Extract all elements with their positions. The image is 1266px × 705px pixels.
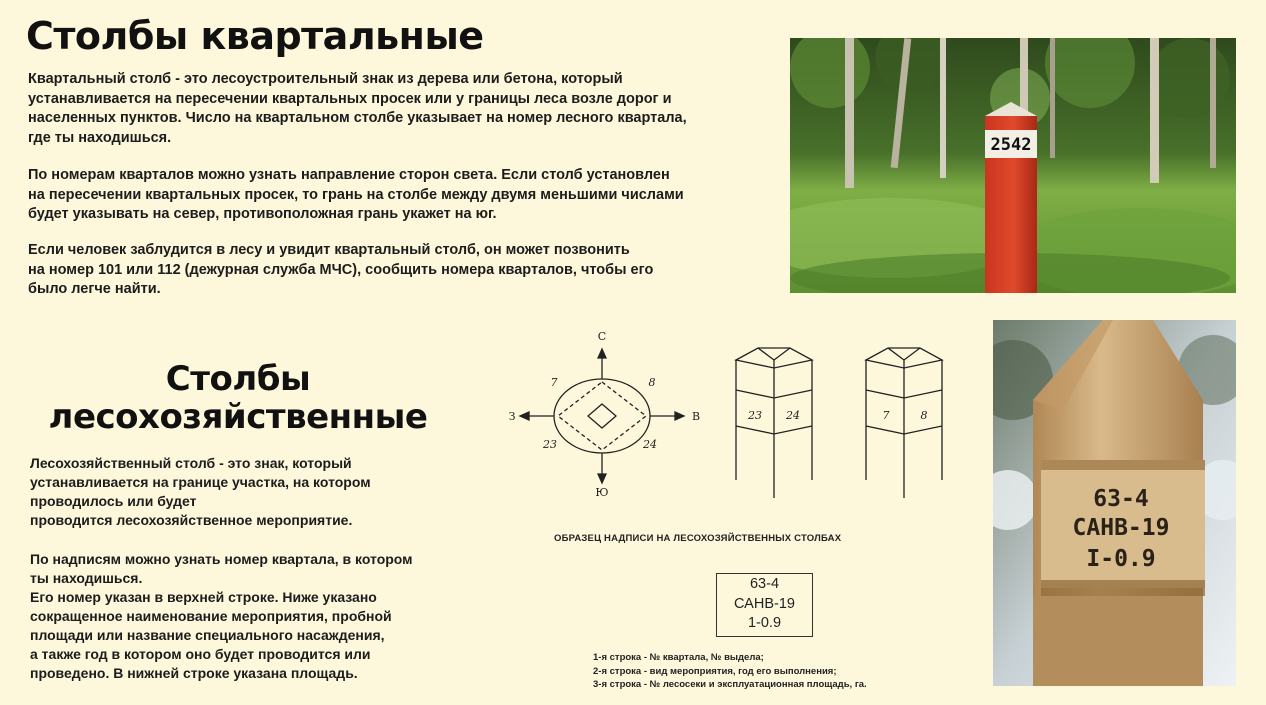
forestry-post-photo [993, 320, 1236, 686]
photo-inscription-line: 63-4 [1093, 486, 1149, 512]
sample-inscription-box [716, 573, 813, 637]
text-line: населенных пунктов. Число на квартальном столбе указывает на номер лесного квартала, [28, 110, 687, 126]
text-line: устанавливается на границе участка, на котором [30, 474, 371, 490]
text-line: проводилось или будет [30, 493, 197, 509]
compass-east-label: В [691, 410, 701, 423]
paragraph-forestry-definition [30, 454, 460, 530]
text-line: сокращенное наименование мероприятия, пробной [30, 608, 392, 624]
text-line: проведено. В нижней строке указана площадь. [30, 665, 358, 681]
post1-right-number: 24 [786, 409, 800, 422]
text-line: было легче найти. [28, 281, 161, 297]
text-line: будет указывать на север, противоположная грань укажет на юг. [28, 206, 497, 222]
sample-line: 1-0.9 [747, 615, 782, 631]
text-line: ты находишься. [30, 570, 143, 586]
title-line: лесохозяйственные [48, 397, 428, 437]
post2-left-number: 7 [882, 409, 890, 422]
title-line: Столбы [165, 359, 311, 399]
inscription-legend [593, 651, 867, 692]
post2-right-number: 8 [920, 409, 928, 422]
sample-line: 63-4 [749, 576, 780, 592]
text-line: где ты находишься. [28, 129, 172, 146]
text-line: Квартальный столб - это лесоустроительный знак из дерева или бетона, который [28, 71, 623, 87]
paragraph-inscriptions [30, 550, 480, 683]
section1-title: Столбы квартальные [26, 14, 484, 58]
post-diagram-2 [866, 348, 942, 498]
text-line: устанавливается на пересечении квартальных просек или у границы леса возле дорог и [28, 90, 672, 107]
post-number-label: 2542 [990, 135, 1032, 155]
photo-inscription-line: САНВ-19 [1072, 515, 1170, 541]
compass-south-label: Ю [595, 486, 609, 499]
text-line: По номерам кварталов можно узнать направление сторон света. Если столб установлен [28, 167, 670, 183]
compass-west-label: З [508, 410, 516, 423]
legend-line: 3-я строка - № лесосеки и эксплуатационная площадь, га. [593, 679, 867, 690]
text-line: на пересечении квартальных просек, то грань на столбе между двумя меньшими числами [28, 186, 684, 203]
paragraph-emergency [28, 241, 788, 300]
sample-caption: ОБРАЗЕЦ НАДПИСИ НА ЛЕСОХОЗЯЙСТВЕННЫХ СТОЛБАХ [554, 533, 842, 544]
post-diagram-1 [736, 348, 812, 498]
text-line: проводится лесохозяйственное мероприятие. [30, 512, 353, 528]
section2-title [28, 360, 448, 436]
post1-left-number: 23 [748, 409, 762, 422]
text-line: Лесохозяйственный столб - это знак, который [30, 455, 352, 471]
compass-and-posts-diagram [500, 320, 960, 510]
compass-north-label: С [597, 330, 607, 343]
compass-sw-number: 23 [543, 438, 557, 451]
compass-nw-number: 7 [550, 376, 558, 389]
paragraph-directions [28, 166, 788, 225]
text-line: По надписям можно узнать номер квартала, в котором [30, 551, 413, 567]
text-line: на номер 101 или 112 (дежурная служба МЧС), сообщить номера кварталов, чтобы его [28, 261, 654, 278]
photo-inscription-line: I-0.9 [1086, 546, 1156, 572]
compass-diagram [520, 349, 684, 483]
paragraph-definition [28, 70, 788, 148]
text-line: Его номер указан в верхней строке. Ниже указано [30, 589, 377, 605]
text-line: Если человек заблудится в лесу и увидит квартальный столб, он может позвонить [28, 242, 630, 258]
quarter-post-photo [790, 38, 1236, 293]
legend-line: 1-я строка - № квартала, № выдела; [593, 652, 764, 663]
sample-line: САНВ-19 [734, 595, 795, 612]
legend-line: 2-я строка - вид мероприятия, год его выполнения; [593, 665, 837, 677]
text-line: площади или название специального насаждения, [30, 627, 385, 643]
compass-ne-number: 8 [648, 376, 656, 389]
compass-se-number: 24 [643, 438, 657, 451]
text-line: а также год в котором оно будет проводится или [30, 646, 371, 662]
